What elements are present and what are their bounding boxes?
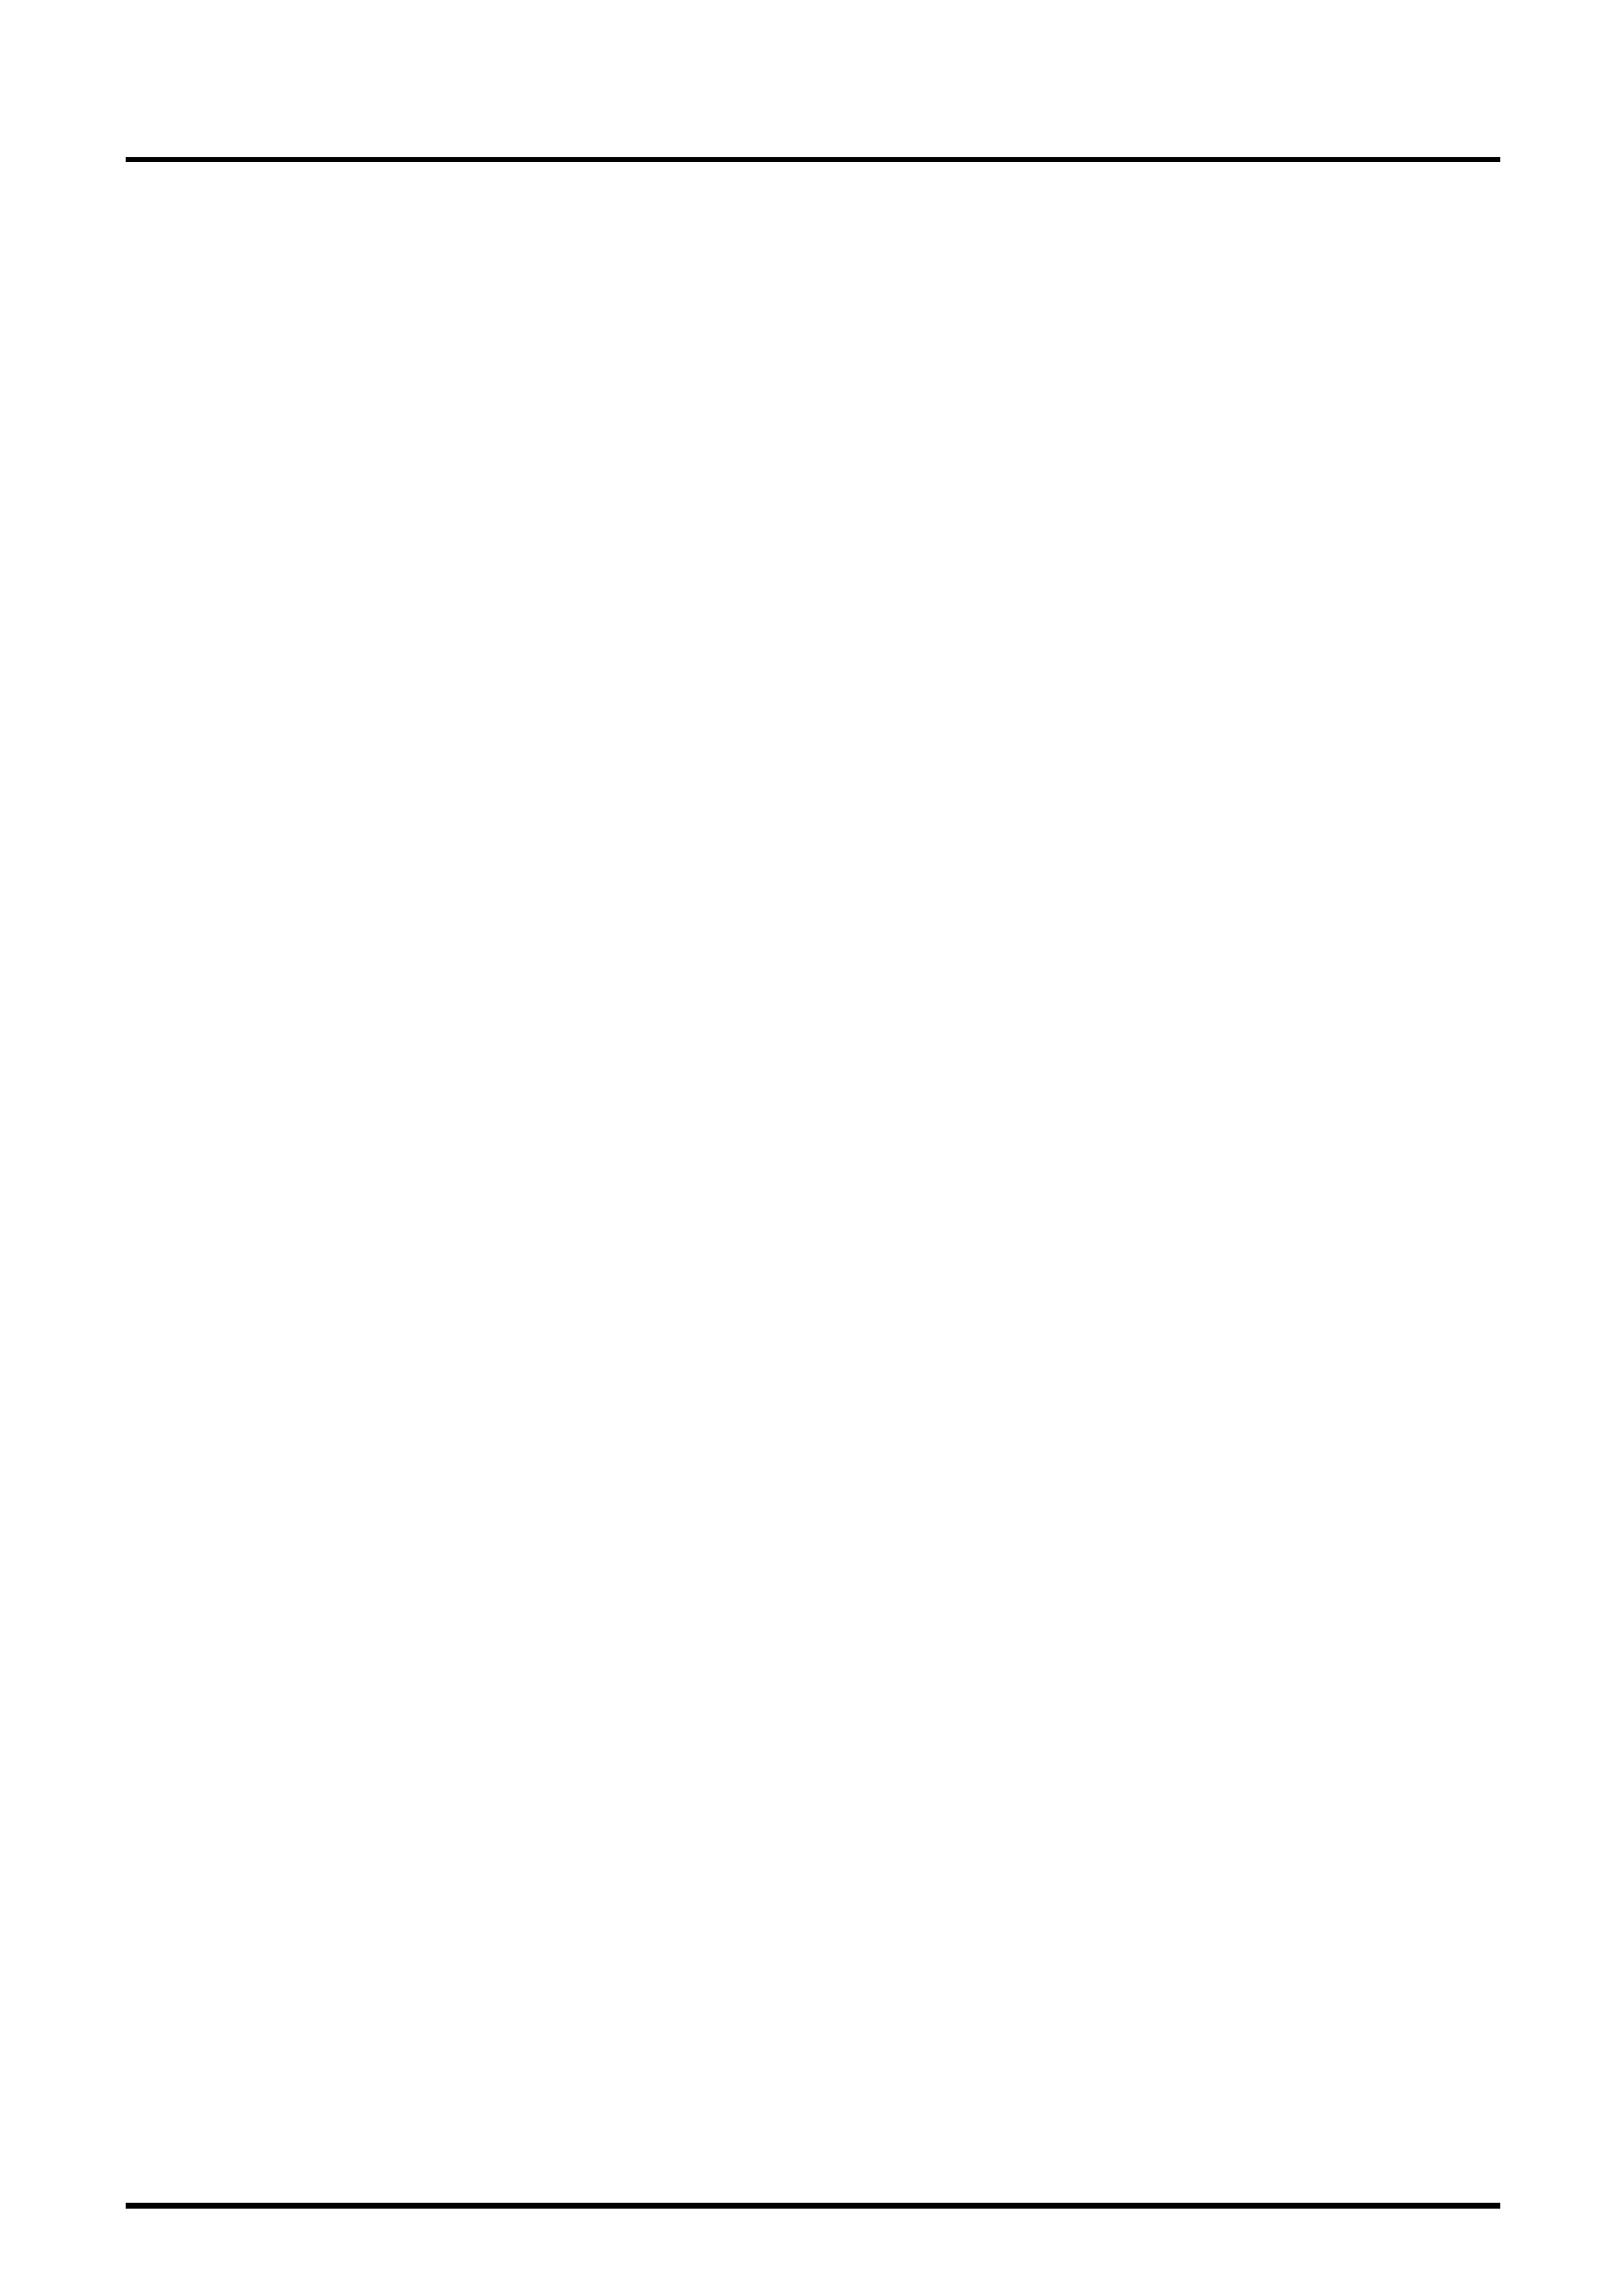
table-of-contents bbox=[0, 243, 1624, 603]
footer-rule bbox=[126, 2203, 1500, 2209]
header-rule bbox=[126, 157, 1500, 162]
page-footer bbox=[126, 2203, 1500, 2216]
page-header bbox=[126, 126, 1500, 162]
chapter-heading bbox=[131, 243, 1488, 573]
